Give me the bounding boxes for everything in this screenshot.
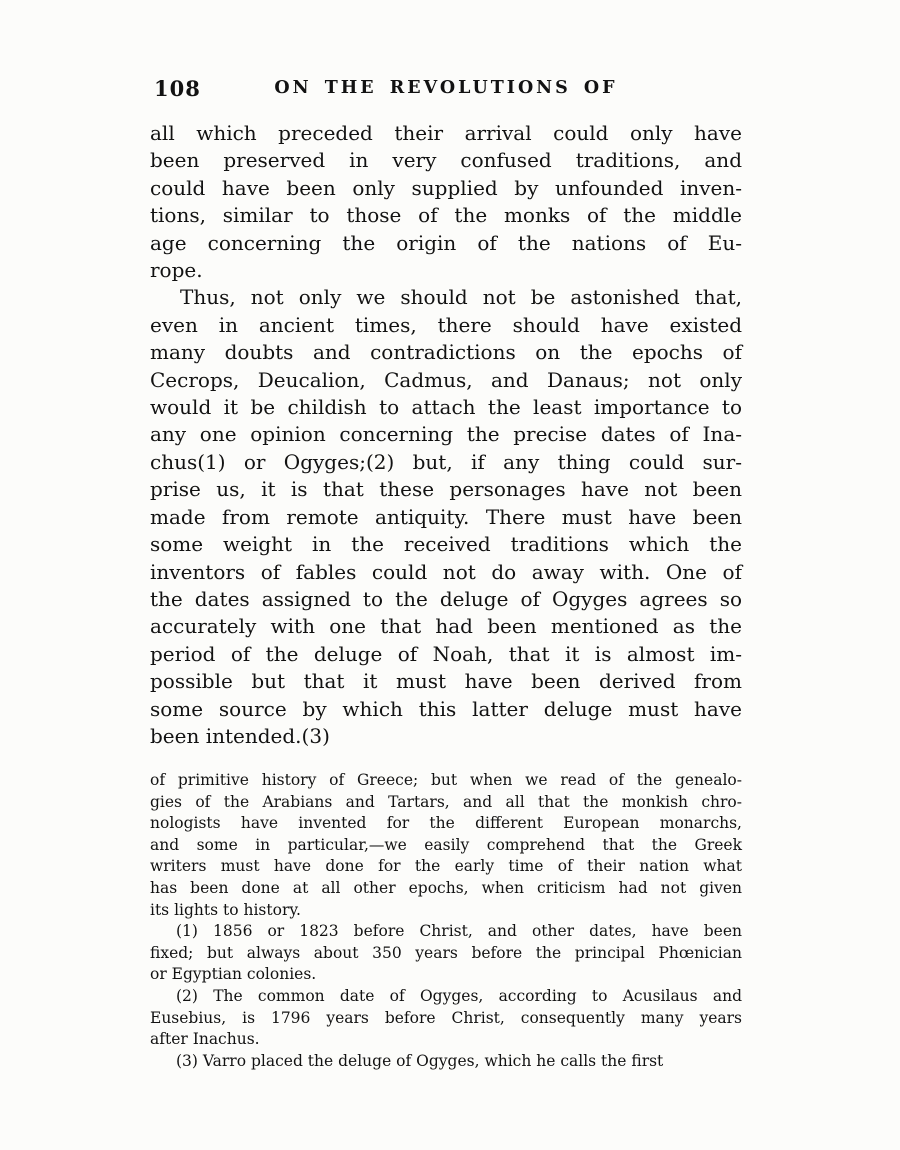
text-line: gies of the Arabians and Tartars, and all that the monkish chro-: [150, 792, 742, 811]
text-line: period of the deluge of Noah, that it is almost im-: [150, 641, 742, 666]
body-text: [150, 120, 742, 750]
text-line: the dates assigned to the deluge of Ogyges agrees so: [150, 586, 742, 611]
text-line: all which preceded their arrival could only have: [150, 121, 742, 145]
text-line: some weight in the received traditions which the: [150, 532, 742, 557]
text-line: could have been only supplied by unfounded inven-: [150, 175, 742, 200]
text-line: been preserved in very confused traditions, and: [150, 148, 742, 173]
text-line: Thus, not only we should not be astonished that,: [180, 285, 742, 310]
text-line: possible but that it must have been derived from: [150, 669, 742, 694]
footnotes: [150, 770, 742, 1072]
page-number: 108: [154, 76, 201, 101]
paragraph: [150, 921, 742, 986]
text-line: Cecrops, Deucalion, Cadmus, and Danaus; not only: [150, 367, 742, 392]
text-line: (3) Varro placed the deluge of Ogyges, which he calls the first: [176, 1051, 664, 1070]
text-line: after Inachus.: [150, 1030, 260, 1049]
text-line: tions, similar to those of the monks of the middle: [150, 203, 742, 228]
text-line: and some in particular,—we easily comprehend that the Greek: [150, 835, 742, 854]
text-line: been intended.(3): [150, 723, 330, 748]
text-line: accurately with one that had been mentioned as the: [150, 614, 742, 639]
text-line: its lights to history.: [150, 900, 301, 919]
text-line: made from remote antiquity. There must have been: [150, 504, 742, 529]
text-line: fixed; but always about 350 years before the principal Phœnician: [150, 943, 742, 962]
text-line: any one opinion concerning the precise dates of Ina-: [150, 422, 742, 447]
paragraph: [150, 770, 742, 921]
text-line: age concerning the origin of the nations of Eu-: [150, 230, 742, 255]
paragraph: [150, 1051, 742, 1073]
text-line: prise us, it is that these personages have not been: [150, 477, 742, 502]
text-line: has been done at all other epochs, when criticism had not given: [150, 878, 742, 897]
paragraph: [150, 986, 742, 1051]
text-line: or Egyptian colonies.: [150, 965, 317, 984]
paragraph: [150, 120, 742, 284]
text-line: Eusebius, is 1796 years before Christ, consequently many years: [150, 1008, 742, 1027]
text-line: of primitive history of Greece; but when we read of the genealo-: [150, 771, 742, 789]
text-line: (2) The common date of Ogyges, according to Acusilaus and: [176, 986, 742, 1005]
running-title: ON THE REVOLUTIONS OF: [274, 78, 618, 98]
text-line: nologists have invented for the different European monarchs,: [150, 814, 742, 833]
text-line: many doubts and contradictions on the epochs of: [150, 340, 742, 365]
text-line: would it be childish to attach the least importance to: [150, 395, 742, 420]
page-header: [150, 76, 742, 104]
text-line: chus(1) or Ogyges;(2) but, if any thing could sur-: [150, 449, 742, 474]
text-line: rope.: [150, 258, 203, 283]
text-line: writers must have done for the early time of their nation what: [150, 857, 742, 876]
text-line: even in ancient times, there should have existed: [150, 312, 742, 337]
text-line: some source by which this latter deluge must have: [150, 696, 742, 721]
paragraph: [150, 284, 742, 750]
text-line: inventors of fables could not do away with. One of: [150, 559, 742, 584]
text-line: (1) 1856 or 1823 before Christ, and other dates, have been: [176, 922, 742, 941]
